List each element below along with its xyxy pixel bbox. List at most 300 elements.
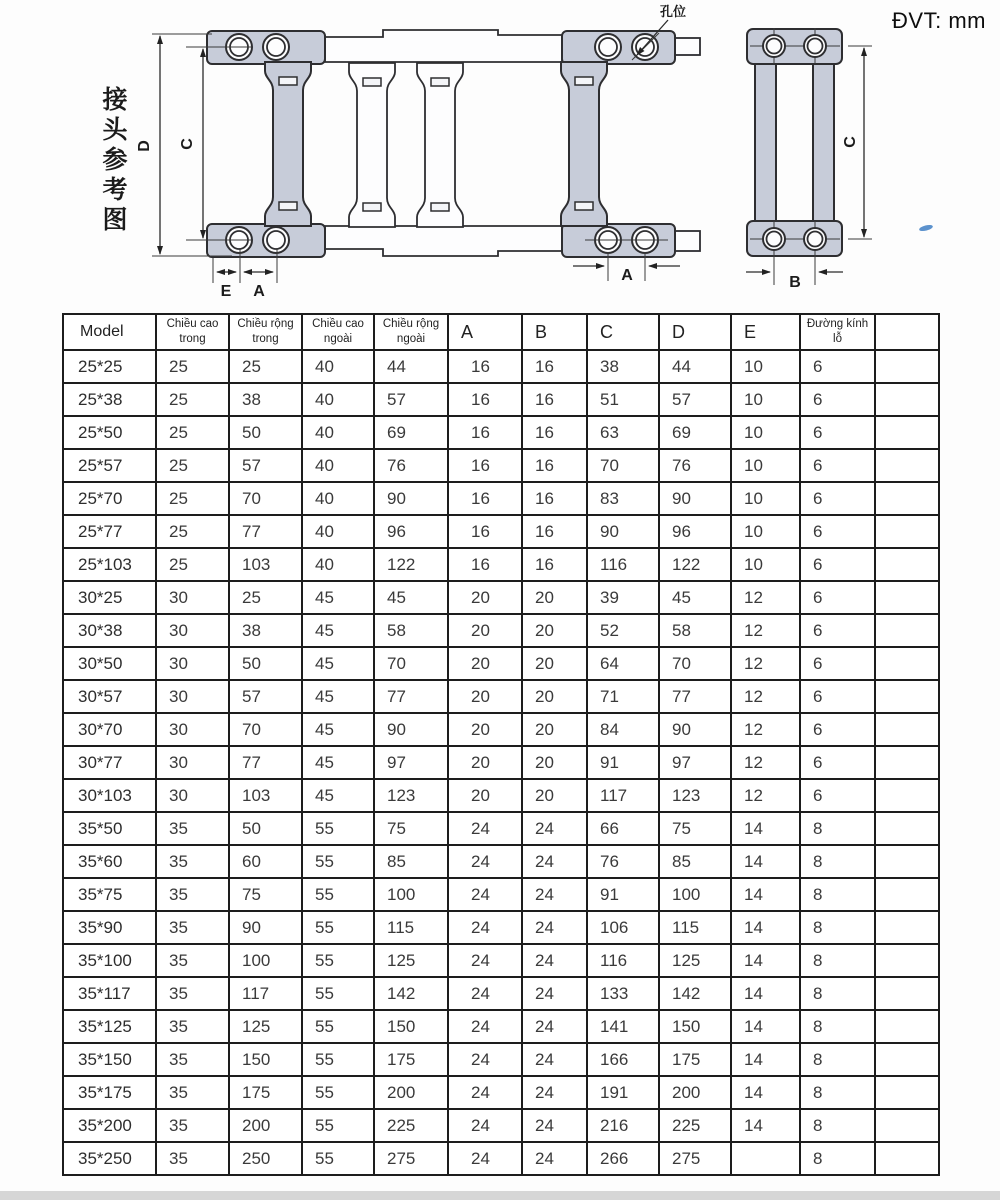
table-cell: 24 — [522, 977, 587, 1010]
table-cell: 55 — [302, 944, 374, 977]
table-cell: 85 — [659, 845, 731, 878]
table-cell: 266 — [587, 1142, 659, 1175]
table-cell: 6 — [800, 614, 875, 647]
table-row — [63, 581, 939, 614]
top-rail — [325, 30, 562, 62]
dim-label-a-right: A — [621, 267, 633, 284]
technical-drawing — [0, 0, 1000, 308]
table-cell: 40 — [302, 515, 374, 548]
dim-label-e: E — [220, 283, 232, 300]
model-cell: 30*50 — [63, 647, 156, 680]
table-cell: 60 — [229, 845, 302, 878]
table-cell: 275 — [374, 1142, 448, 1175]
table-cell: 6 — [800, 713, 875, 746]
table-cell: 6 — [800, 548, 875, 581]
table-cell: 75 — [374, 812, 448, 845]
table-cell: 55 — [302, 977, 374, 1010]
table-row — [63, 1043, 939, 1076]
table-cell: 10 — [731, 350, 800, 383]
table-cell: 142 — [659, 977, 731, 1010]
table-cell: 16 — [522, 383, 587, 416]
table-cell: 133 — [587, 977, 659, 1010]
table-cell: 57 — [229, 680, 302, 713]
table-cell: 123 — [374, 779, 448, 812]
table-cell — [875, 614, 939, 647]
table-cell: 44 — [374, 350, 448, 383]
table-cell: 20 — [448, 713, 522, 746]
table-cell — [875, 944, 939, 977]
table-cell: 30 — [156, 614, 229, 647]
table-cell: 10 — [731, 515, 800, 548]
table-cell: 30 — [156, 746, 229, 779]
table-row — [63, 1076, 939, 1109]
model-cell: 30*103 — [63, 779, 156, 812]
table-cell: 200 — [229, 1109, 302, 1142]
table-row — [63, 614, 939, 647]
table-cell: 12 — [731, 746, 800, 779]
table-cell: 24 — [448, 944, 522, 977]
table-cell: 115 — [659, 911, 731, 944]
table-row — [63, 911, 939, 944]
table-cell: 6 — [800, 680, 875, 713]
table-cell: 70 — [374, 647, 448, 680]
table-cell: 35 — [156, 812, 229, 845]
table-cell: 35 — [156, 1142, 229, 1175]
col-header-cao-trong: Chiều cao trong — [156, 314, 229, 350]
col-header-d: D — [659, 314, 731, 350]
table-cell — [875, 383, 939, 416]
model-cell: 35*50 — [63, 812, 156, 845]
table-cell: 55 — [302, 1010, 374, 1043]
table-row — [63, 1142, 939, 1175]
table-cell: 35 — [156, 845, 229, 878]
model-cell: 35*100 — [63, 944, 156, 977]
table-cell: 40 — [302, 548, 374, 581]
table-cell: 76 — [374, 449, 448, 482]
table-cell: 35 — [156, 1109, 229, 1142]
model-cell: 35*60 — [63, 845, 156, 878]
model-cell: 35*200 — [63, 1109, 156, 1142]
model-cell: 30*38 — [63, 614, 156, 647]
table-cell: 8 — [800, 1010, 875, 1043]
table-cell: 55 — [302, 911, 374, 944]
table-cell: 70 — [229, 713, 302, 746]
table-cell: 115 — [374, 911, 448, 944]
table-cell — [875, 878, 939, 911]
table-cell: 117 — [229, 977, 302, 1010]
table-cell: 16 — [522, 548, 587, 581]
table-cell: 50 — [229, 416, 302, 449]
table-cell: 40 — [302, 482, 374, 515]
table-cell — [875, 548, 939, 581]
table-cell: 8 — [800, 1142, 875, 1175]
table-cell: 24 — [522, 845, 587, 878]
col-header-b: B — [522, 314, 587, 350]
table-cell — [875, 713, 939, 746]
table-cell: 24 — [522, 1109, 587, 1142]
table-cell: 20 — [448, 779, 522, 812]
table-cell: 57 — [229, 449, 302, 482]
table-cell: 24 — [522, 1010, 587, 1043]
table-row — [63, 944, 939, 977]
model-cell: 25*70 — [63, 482, 156, 515]
dim-label-c-front: C — [179, 138, 196, 150]
table-cell: 90 — [229, 911, 302, 944]
table-cell: 57 — [659, 383, 731, 416]
table-cell: 16 — [522, 449, 587, 482]
table-cell: 30 — [156, 680, 229, 713]
table-cell: 125 — [659, 944, 731, 977]
table-cell — [875, 482, 939, 515]
model-cell: 30*57 — [63, 680, 156, 713]
table-cell: 24 — [448, 812, 522, 845]
table-cell: 25 — [156, 416, 229, 449]
table-cell: 200 — [659, 1076, 731, 1109]
side-rail-right — [813, 62, 834, 224]
table-cell: 16 — [448, 515, 522, 548]
col-header-model: Model — [63, 314, 156, 350]
model-cell: 35*125 — [63, 1010, 156, 1043]
table-cell: 66 — [587, 812, 659, 845]
model-cell: 25*77 — [63, 515, 156, 548]
table-cell: 25 — [229, 581, 302, 614]
table-cell: 150 — [659, 1010, 731, 1043]
col-header-cao-ngoai: Chiều cao ngoài — [302, 314, 374, 350]
table-cell: 106 — [587, 911, 659, 944]
table-cell: 97 — [659, 746, 731, 779]
spec-table — [62, 313, 940, 1176]
table-cell — [875, 1076, 939, 1109]
table-cell: 35 — [156, 1076, 229, 1109]
table-cell: 12 — [731, 680, 800, 713]
model-cell: 35*75 — [63, 878, 156, 911]
table-cell: 55 — [302, 1109, 374, 1142]
table-cell: 45 — [302, 746, 374, 779]
table-cell: 35 — [156, 944, 229, 977]
table-cell: 116 — [587, 548, 659, 581]
table-cell: 8 — [800, 1076, 875, 1109]
table-cell: 83 — [587, 482, 659, 515]
table-cell: 20 — [448, 746, 522, 779]
table-cell — [875, 1109, 939, 1142]
table-cell: 24 — [448, 1109, 522, 1142]
side-view — [746, 28, 872, 291]
table-row — [63, 845, 939, 878]
table-cell: 14 — [731, 1010, 800, 1043]
header-row — [63, 314, 939, 350]
table-cell: 90 — [374, 482, 448, 515]
table-cell: 55 — [302, 1043, 374, 1076]
table-cell: 175 — [229, 1076, 302, 1109]
table-cell: 8 — [800, 1043, 875, 1076]
page-bottom-strip — [0, 1191, 1000, 1200]
link-plate — [561, 62, 607, 226]
table-cell: 91 — [587, 878, 659, 911]
table-cell: 69 — [374, 416, 448, 449]
table-cell — [875, 680, 939, 713]
table-row — [63, 878, 939, 911]
table-cell: 14 — [731, 944, 800, 977]
col-header-hole-dia: Đường kính lỗ — [800, 314, 875, 350]
table-cell: 25 — [156, 449, 229, 482]
unit-label: ĐVT: mm — [892, 8, 986, 33]
table-cell: 35 — [156, 977, 229, 1010]
table-cell: 24 — [448, 845, 522, 878]
table-cell: 6 — [800, 746, 875, 779]
table-cell: 55 — [302, 878, 374, 911]
table-cell — [875, 1010, 939, 1043]
table-cell: 77 — [659, 680, 731, 713]
spec-table-body — [63, 350, 939, 1175]
table-row — [63, 812, 939, 845]
dimension-c-side — [842, 46, 872, 239]
model-cell: 25*38 — [63, 383, 156, 416]
table-cell: 275 — [659, 1142, 731, 1175]
table-cell: 85 — [374, 845, 448, 878]
ink-speck — [919, 224, 934, 232]
table-cell: 123 — [659, 779, 731, 812]
table-cell: 10 — [731, 548, 800, 581]
table-cell: 175 — [659, 1043, 731, 1076]
table-cell: 100 — [659, 878, 731, 911]
table-cell — [875, 779, 939, 812]
table-cell — [875, 647, 939, 680]
table-cell: 142 — [374, 977, 448, 1010]
table-cell: 10 — [731, 449, 800, 482]
table-cell: 55 — [302, 1076, 374, 1109]
table-cell: 50 — [229, 647, 302, 680]
col-header-rong-trong: Chiều rộng trong — [229, 314, 302, 350]
table-cell: 38 — [229, 383, 302, 416]
table-row — [63, 416, 939, 449]
table-cell: 25 — [156, 548, 229, 581]
table-cell: 20 — [522, 713, 587, 746]
table-cell: 20 — [522, 746, 587, 779]
table-cell: 77 — [229, 515, 302, 548]
table-cell: 24 — [448, 878, 522, 911]
table-cell: 24 — [448, 1010, 522, 1043]
table-cell: 24 — [448, 1142, 522, 1175]
table-cell — [875, 845, 939, 878]
model-cell: 30*25 — [63, 581, 156, 614]
table-cell: 35 — [156, 1043, 229, 1076]
table-cell: 166 — [587, 1043, 659, 1076]
table-cell: 175 — [374, 1043, 448, 1076]
model-cell: 25*103 — [63, 548, 156, 581]
table-cell: 45 — [302, 779, 374, 812]
table-cell — [875, 977, 939, 1010]
model-cell: 35*150 — [63, 1043, 156, 1076]
table-cell: 57 — [374, 383, 448, 416]
table-cell: 40 — [302, 416, 374, 449]
table-cell: 141 — [587, 1010, 659, 1043]
table-cell: 90 — [587, 515, 659, 548]
table-cell: 14 — [731, 977, 800, 1010]
table-cell — [875, 746, 939, 779]
bottom-right-tab — [675, 231, 700, 251]
drag-chain-diagram — [0, 0, 1000, 308]
table-cell: 16 — [448, 548, 522, 581]
table-cell: 10 — [731, 482, 800, 515]
link-plate — [265, 62, 311, 226]
table-cell: 12 — [731, 713, 800, 746]
table-cell: 70 — [659, 647, 731, 680]
table-cell: 50 — [229, 812, 302, 845]
table-cell: 6 — [800, 515, 875, 548]
model-cell: 35*175 — [63, 1076, 156, 1109]
col-header-a: A — [448, 314, 522, 350]
table-cell: 52 — [587, 614, 659, 647]
table-cell: 76 — [659, 449, 731, 482]
table-cell: 16 — [448, 482, 522, 515]
table-cell: 40 — [302, 350, 374, 383]
table-cell: 35 — [156, 878, 229, 911]
table-cell: 84 — [587, 713, 659, 746]
table-cell: 30 — [156, 647, 229, 680]
table-cell: 90 — [374, 713, 448, 746]
table-cell: 70 — [229, 482, 302, 515]
table-cell: 20 — [448, 647, 522, 680]
table-cell: 16 — [522, 416, 587, 449]
table-cell: 45 — [302, 680, 374, 713]
table-cell: 24 — [448, 1043, 522, 1076]
table-cell: 69 — [659, 416, 731, 449]
table-cell: 8 — [800, 845, 875, 878]
table-cell: 24 — [522, 812, 587, 845]
model-cell: 25*25 — [63, 350, 156, 383]
table-cell: 20 — [522, 581, 587, 614]
table-cell: 25 — [156, 482, 229, 515]
table-cell: 12 — [731, 779, 800, 812]
table-row — [63, 1109, 939, 1142]
table-cell — [731, 1142, 800, 1175]
table-row — [63, 713, 939, 746]
table-cell: 14 — [731, 845, 800, 878]
dim-label-b: B — [789, 274, 801, 291]
table-row — [63, 746, 939, 779]
table-cell: 77 — [374, 680, 448, 713]
table-row — [63, 977, 939, 1010]
table-cell: 20 — [522, 680, 587, 713]
side-rail-left — [755, 62, 776, 224]
table-cell — [875, 449, 939, 482]
table-cell — [875, 812, 939, 845]
table-cell: 51 — [587, 383, 659, 416]
table-cell — [875, 911, 939, 944]
table-cell: 100 — [374, 878, 448, 911]
table-cell: 63 — [587, 416, 659, 449]
dim-label-a-left: A — [253, 283, 265, 300]
table-cell: 12 — [731, 647, 800, 680]
hole-note-label: 孔位 — [660, 4, 687, 19]
table-cell: 200 — [374, 1076, 448, 1109]
table-cell: 16 — [448, 416, 522, 449]
model-cell: 25*57 — [63, 449, 156, 482]
table-cell: 10 — [731, 383, 800, 416]
table-cell: 122 — [374, 548, 448, 581]
table-cell: 191 — [587, 1076, 659, 1109]
table-cell: 14 — [731, 878, 800, 911]
table-cell: 216 — [587, 1109, 659, 1142]
front-view — [136, 4, 700, 300]
table-cell: 6 — [800, 647, 875, 680]
dim-label-c-side: C — [842, 136, 859, 148]
table-cell: 103 — [229, 779, 302, 812]
table-cell: 20 — [522, 647, 587, 680]
table-cell: 6 — [800, 581, 875, 614]
table-cell: 35 — [156, 911, 229, 944]
table-cell: 96 — [659, 515, 731, 548]
table-cell: 30 — [156, 581, 229, 614]
table-cell: 16 — [448, 383, 522, 416]
table-cell: 117 — [587, 779, 659, 812]
table-cell: 16 — [448, 350, 522, 383]
table-cell: 40 — [302, 449, 374, 482]
table-row — [63, 680, 939, 713]
table-cell: 116 — [587, 944, 659, 977]
link-outline — [349, 63, 395, 227]
table-cell: 55 — [302, 812, 374, 845]
table-cell: 6 — [800, 350, 875, 383]
table-cell: 150 — [374, 1010, 448, 1043]
table-cell: 20 — [522, 779, 587, 812]
table-cell: 45 — [302, 614, 374, 647]
drawing-vertical-title: 接头参考图 — [99, 86, 127, 236]
table-cell: 20 — [448, 581, 522, 614]
table-cell: 24 — [448, 1076, 522, 1109]
table-row — [63, 515, 939, 548]
table-cell: 150 — [229, 1043, 302, 1076]
table-cell: 10 — [731, 416, 800, 449]
dimension-b — [746, 252, 843, 291]
table-cell: 122 — [659, 548, 731, 581]
table-cell: 55 — [302, 1142, 374, 1175]
table-cell: 55 — [302, 845, 374, 878]
table-cell: 225 — [659, 1109, 731, 1142]
table-cell: 14 — [731, 1043, 800, 1076]
table-row — [63, 548, 939, 581]
model-cell: 30*70 — [63, 713, 156, 746]
table-cell: 20 — [522, 614, 587, 647]
table-cell: 6 — [800, 482, 875, 515]
table-cell: 8 — [800, 1109, 875, 1142]
table-row — [63, 350, 939, 383]
table-cell: 24 — [448, 911, 522, 944]
top-right-tab — [675, 38, 700, 55]
table-row — [63, 383, 939, 416]
table-cell: 24 — [522, 878, 587, 911]
table-cell: 14 — [731, 812, 800, 845]
model-cell: 35*117 — [63, 977, 156, 1010]
dim-label-d: D — [136, 140, 153, 152]
table-cell: 30 — [156, 779, 229, 812]
table-cell: 39 — [587, 581, 659, 614]
table-cell: 71 — [587, 680, 659, 713]
table-cell: 70 — [587, 449, 659, 482]
table-cell: 16 — [522, 482, 587, 515]
table-cell: 100 — [229, 944, 302, 977]
table-cell: 8 — [800, 911, 875, 944]
table-cell: 45 — [302, 581, 374, 614]
table-cell: 6 — [800, 449, 875, 482]
table-cell: 25 — [156, 383, 229, 416]
table-cell: 76 — [587, 845, 659, 878]
col-header-extra — [875, 314, 939, 350]
col-header-rong-ngoai: Chiều rộng ngoài — [374, 314, 448, 350]
table-cell: 58 — [374, 614, 448, 647]
table-cell: 77 — [229, 746, 302, 779]
table-cell: 14 — [731, 1076, 800, 1109]
